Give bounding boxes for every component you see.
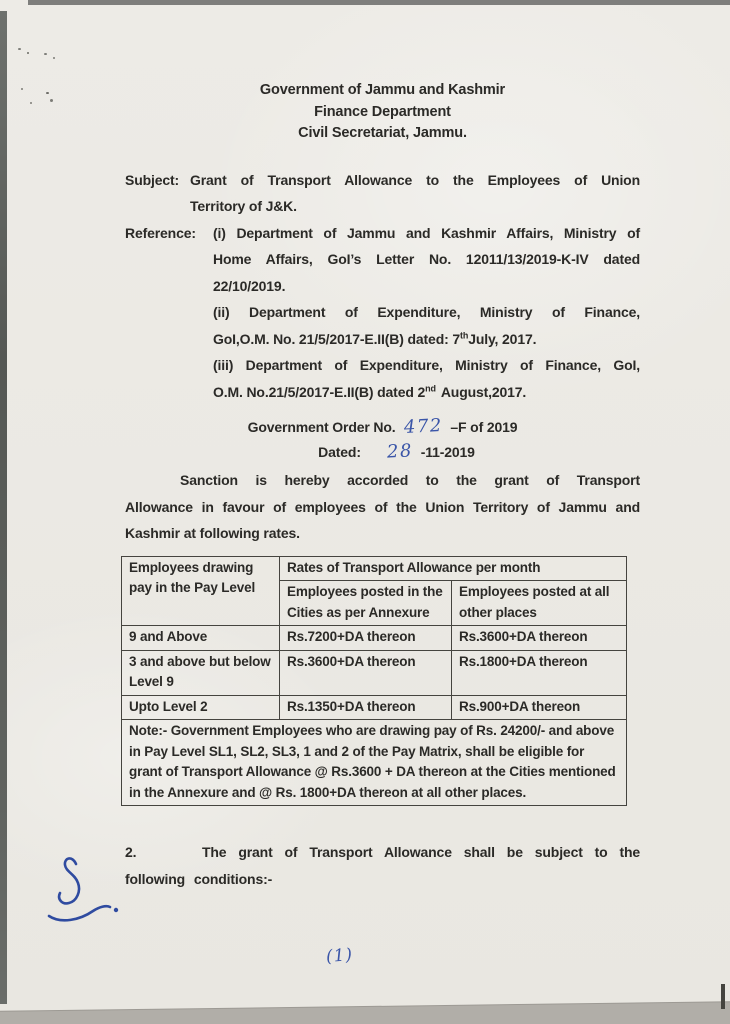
scan-speck — [46, 92, 49, 94]
reference-line-4: (ii) Department of Expenditure, Ministry of Finance, — [213, 304, 640, 320]
reference-line-7 — [213, 379, 640, 406]
order-date-line — [139, 440, 654, 465]
cell-rate-other: Rs.1800+DA thereon — [452, 650, 627, 695]
column-header-pay-level: Employees drawing pay in the Pay Level — [122, 556, 280, 626]
reference-line-1: (i) Department of Jammu and Kashmir Affairs, Ministry of — [213, 224, 640, 241]
table-note: Note:- Government Employees who are drawing pay of Rs. 24200/- and above in Pay Level SL1, SL2, SL3, 1 and 2 of the Pay Matrix, shall be eligible for grant of Transport Allowance @ Rs.3600 + DA thereon at the Cities mentioned in the Annexure and @ Rs. 1800+DA thereon at all other places. — [122, 720, 627, 806]
cell-rate-cities: Rs.7200+DA thereon — [280, 626, 452, 651]
sanction-line-1: Sanction is hereby accorded to the grant of Transport — [180, 472, 640, 488]
subject-text-line2: Territory of J&K. — [190, 198, 297, 214]
reference-line-2: Home Affairs, GoI’s Letter No. 12011/13/2019-K-IV dated — [213, 251, 640, 267]
transport-allowance-table — [121, 556, 627, 807]
table-row — [122, 695, 627, 720]
scan-mark-right — [721, 984, 725, 1009]
cell-rate-other: Rs.900+DA thereon — [452, 695, 627, 720]
reference-line-5-text: GoI,O.M. No. 21/5/2017-E.II(B) dated: 7 — [213, 330, 460, 347]
reference-line-3: 22/10/2019. — [213, 277, 286, 294]
scan-speck — [44, 53, 47, 55]
letterhead-line-department: Finance Department — [314, 103, 451, 120]
order-block — [125, 415, 640, 465]
handwritten-date: 28 — [386, 440, 414, 463]
reference-line-7-date: August,2017. — [440, 383, 527, 400]
letterhead-line-secretariat: Civil Secretariat, Jammu. — [298, 125, 467, 141]
reference-line-6: (iii) Department of Expenditure, Ministry of Finance, GoI, — [213, 357, 640, 373]
reference-line-5-date: July, 2017. — [468, 330, 537, 347]
cell-rate-other: Rs.3600+DA thereon — [452, 626, 627, 651]
cell-pay-level: 3 and above but below Level 9 — [122, 650, 280, 695]
cell-rate-cities: Rs.3600+DA thereon — [280, 650, 452, 695]
order-number-suffix: –F of 2019 — [450, 419, 518, 435]
column-header-other-places: Employees posted at all other places — [452, 581, 627, 626]
cell-rate-cities: Rs.1350+DA thereon — [280, 695, 452, 720]
column-header-rates-span: Rates of Transport Allowance per month — [280, 556, 627, 581]
scan-speck — [27, 52, 29, 54]
cell-pay-level: 9 and Above — [122, 626, 280, 651]
scan-speck — [30, 102, 32, 104]
letterhead-line-government: Government of Jammu and Kashmir — [259, 82, 506, 98]
sanction-paragraph — [125, 467, 640, 547]
table-row — [122, 626, 627, 651]
conditions-line-2: following conditions:- — [125, 870, 273, 887]
reference-block — [125, 220, 640, 406]
document-body — [125, 0, 640, 892]
conditions-paragraph — [125, 839, 640, 892]
ordinal-superscript: nd — [425, 382, 436, 393]
subject-label: Subject: — [125, 171, 180, 188]
order-dated-label: Dated: — [318, 444, 361, 460]
order-date-suffix: -11-2019 — [420, 444, 475, 460]
scan-speck — [50, 99, 53, 102]
paragraph-number: 2. — [125, 844, 137, 860]
cell-pay-level: Upto Level 2 — [122, 695, 280, 720]
scan-speck — [18, 48, 21, 50]
handwritten-order-number: 472 — [402, 414, 443, 439]
letterhead — [125, 80, 640, 145]
sanction-line-2: Allowance in favour of employees of the Union Territory of Jammu and — [125, 498, 640, 515]
scan-speck — [53, 57, 55, 59]
table-header-row-1 — [122, 556, 627, 581]
conditions-line-1: The grant of Transport Allowance shall be subject to the — [202, 844, 640, 860]
order-number-prefix: Government Order No. — [247, 419, 396, 435]
scan-speck — [21, 88, 23, 90]
reference-line-7-text: O.M. No.21/5/2017-E.II(B) dated 2 — [213, 383, 426, 400]
signature-scribble — [36, 850, 128, 947]
scan-edge-bottom — [0, 1002, 730, 1024]
table-row — [122, 650, 627, 695]
reference-label: Reference: — [125, 224, 196, 241]
table-note-row — [122, 720, 627, 806]
scan-edge-left — [0, 11, 7, 1004]
reference-line-5 — [213, 326, 640, 353]
page-number: (1) — [325, 944, 354, 968]
sanction-line-3: Kashmir at following rates. — [125, 525, 300, 541]
ordinal-superscript: th — [459, 329, 469, 340]
order-number-line — [125, 415, 640, 440]
subject-text-line1: Grant of Transport Allowance to the Employees of Union — [190, 171, 640, 188]
subject-block — [125, 167, 640, 220]
column-header-cities: Employees posted in the Cities as per Annexure — [280, 581, 452, 626]
